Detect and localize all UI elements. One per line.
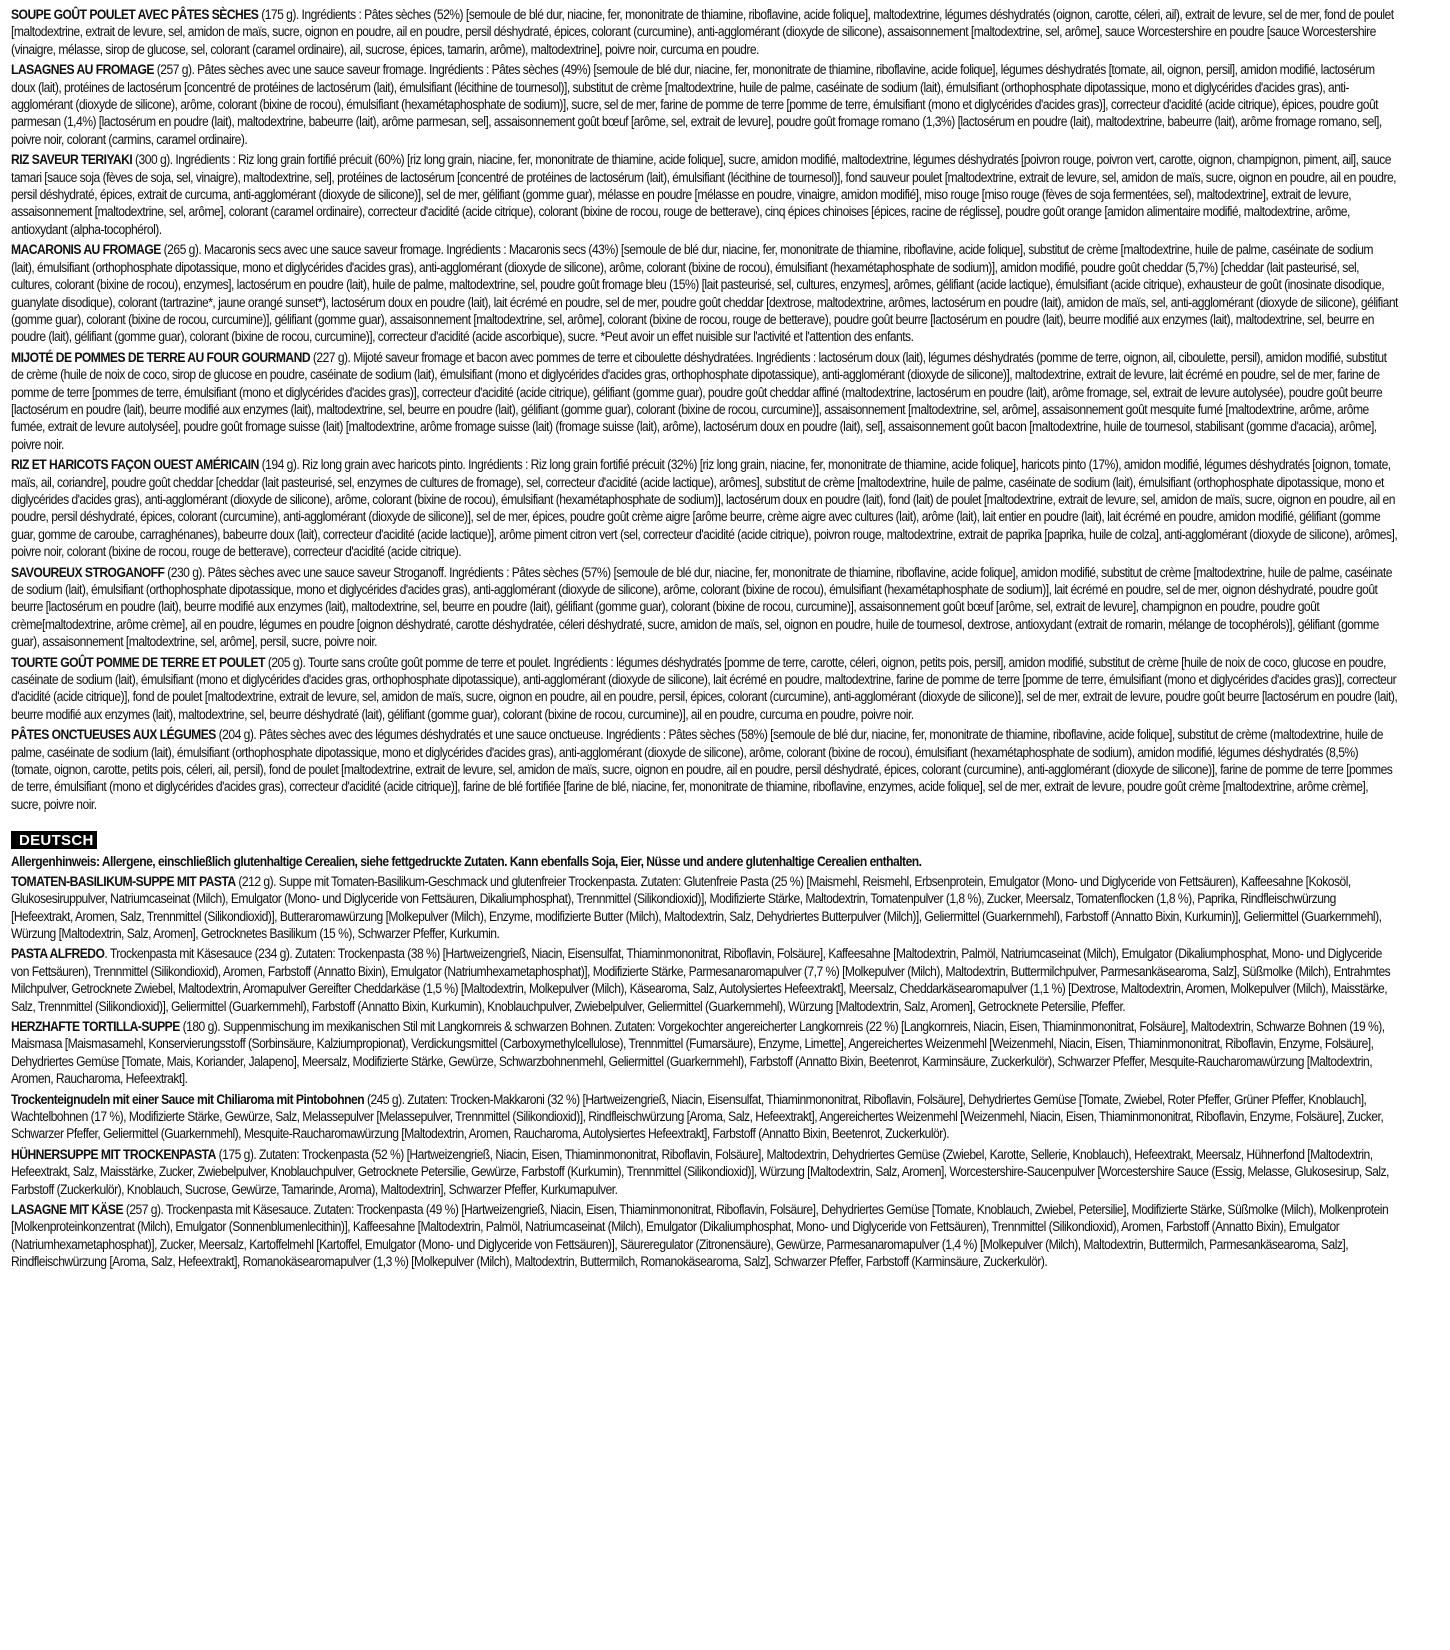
ingredient-entry (11, 1091, 1398, 1143)
product-title: SOUPE GOÛT POULET AVEC PÂTES SÈCHES (11, 6, 259, 22)
product-title: PÂTES ONCTUEUSES AUX LÉGUMES (11, 726, 216, 743)
ingredient-text: (175 g). Zutaten: Trockenpasta (52 %) [Hartweizengrieß, Niacin, Eisen, Thiaminmononitrat, Riboflavin, Folsäure], Maltodextrin, Dehydriertes Gemüse (Zwiebel, Karotte, Sellerie, Knoblauch), Hefeextrakt, Meersalz, Hühnerfond [Maltodextrin, Hefeextrakt, Salz, Maisstärke, Zucker, Zwiebelpulver, Knoblauchpulver, Getrocknete Petersilie, Gewürze, Farbstoff (Kurkumin), Trennmittel (Silikondioxid)], Würzung [Maltodextrin, Salz, Aromen], Worcestershire-Saucenpulver [Worcestershire Sauce (Essig, Melasse, Glukosesirup, Salz, Farbstoff (Zuckerkulör), Knoblauch, Sucrose, Gewürze, Tamarinde, Aroma), Maltodextrin], Schwarzer Pfeffer, Kurkumapulver. (11, 1145, 1389, 1197)
product-title: Trockenteignudeln mit einer Sauce mit Chiliaroma mit Pintobohnen (11, 1090, 365, 1107)
product-title: MIJOTÉ DE POMMES DE TERRE AU FOUR GOURMAND (11, 348, 311, 365)
ingredient-entry (11, 151, 1398, 238)
product-title: RIZ ET HARICOTS FAÇON OUEST AMÉRICAIN (11, 456, 259, 473)
product-title: HÜHNERSUPPE MIT TROCKENPASTA (11, 1145, 216, 1162)
ingredient-text: (180 g). Suppenmischung im mexikanischen Stil mit Langkornreis & schwarzen Bohnen. Zutaten: Vorgekochter angereicherter Langkornreis (22 %) [Langkornreis, Niacin, Eisen, Thiaminmononitrat, Folsäure], Maltodextrin, Schwarze Bohnen (19 %), Maismasa [Maismasamehl, Konservierungsstoff (Sorbinsäure, Kalziumpropionat), Verdickungsmittel (Carboxymethylcellulose), Trennmittel (Fumarsäure), Enzyme, Limette], Angereichertes Weizenmehl [Weizenmehl, Niacin, Eisen, Thiaminmononitrat, Riboflavin, Enzyme, Folsäure], Dehydriertes Gemüse [Tomate, Mais, Koriander, Jalapeno], Meersalz, Modifizierte Stärke, Gewürze, Schwarzbohnenmehl, Geliermittel (Guarkernmehl), Farbstoff (Annatto Bixin, Beetenrot, Karminsäure, Zuckerkulör), Schwarzer Pfeffer, Mesquite-Raucharomawürzung [Maltodextrin, Aromen, Raucharoma, Hefeextrakt]. (11, 1017, 1385, 1087)
product-title: RIZ SAVEUR TERIYAKI (11, 151, 133, 168)
ingredient-entry (11, 945, 1398, 1015)
ingredient-text: (257 g). Pâtes sèches avec une sauce saveur fromage. Ingrédients : Pâtes sèches (49%) [semoule de blé dur, niacine, fer, mononitrate de thiamine, riboflavine, acide folique], légumes déshydratés [tomate, ail, oignon, persil], amidon modifié, lactosérum doux (lait), protéines de lactosérum [concentré de protéines de lactosérum (lait), émulsifiant (lécithine de tournesol)], substitut de crème [maltodextrine, huile de palme, caséinate de sodium (lait), émulsifiant (orthophosphate dipotassique, mono et diglycérides d'acides gras), anti-agglomérant (dioxyde de silicone), arôme, colorant (bixine de rocou), émulsifiant (hexamétaphosphate de sodium)], sucre, sel de mer, farine de pomme de terre [pomme de terre, émulsifiant (mono et diglycérides d'acides gras)], correcteur d'acidité (acide citrique), épices, poudre goût parmesan (1,4%) [lactosérum en poudre (lait), maltodextrine, babeurre (lait), arôme parmesan, sel], assaisonnement goût bœuf [arôme, sel, extrait de levure], poudre goût fromage romano (1,3%) [lactosérum en poudre (lait), maltodextrine, babeurre (lait), arôme fromage romano, sel], poivre noir, colorant (carmins, caramel ordinaire). (11, 61, 1382, 147)
allergen-notice: Allergenhinweis: Allergene, einschließlich glutenhaltige Cerealien, siehe fettgedruckte Zutaten. Kann ebenfalls Soja, Eier, Nüsse und andere glutenhaltige Cerealien enthalten. (11, 853, 922, 870)
ingredient-entry (11, 654, 1398, 724)
product-title: MACARONIS AU FROMAGE (11, 241, 161, 258)
german-section (11, 853, 1398, 1270)
ingredient-entry (11, 1146, 1398, 1198)
ingredient-text: (205 g). Tourte sans croûte goût pomme de terre et poulet. Ingrédients : légumes déshydratés [pomme de terre, carotte, céleri, oignon, petits pois, persil], amidon modifié, substitut de crème [huile de noix de coco, glucose en poudre, caséinate de sodium (lait), émulsifiant (mono et diglycérides d'acides gras, orthophosphate dipotassique), anti-agglomérant (dioxyde de silicone), lait écrémé en poudre, maltodextrine, farine de pomme de terre [pomme de terre, émulsifiant (mono et diglycérides d'acides gras)], correcteur d'acidité (acide citrique)], fond de poulet [maltodextrine, extrait de levure, sel, amidon de maïs, sucre, oignon en poudre, ail en poudre, persil, épices, colorant (curcumine), anti-agglomérant (dioxyde de silicone)], sel de mer, extrait de levure, poudre goût beurre [lactosérum en poudre (lait), beurre modifié aux enzymes (lait), maltodextrine, sel, beurre déshydraté (lait), gélifiant (gomme guar), colorant (bixine de rocou, curcumine)], ail en poudre, curcuma en poudre, poivre noir. (11, 653, 1398, 722)
french-section (11, 6, 1398, 813)
ingredient-entry (11, 1201, 1398, 1271)
ingredient-entry (11, 61, 1398, 148)
ingredient-entry (11, 564, 1398, 651)
ingredient-text: (265 g). Macaronis secs avec une sauce saveur fromage. Ingrédients : Macaronis secs (43%) [semoule de blé dur, niacine, fer, mononitrate de thiamine, riboflavine, acide folique], substitut de crème [maltodextrine, huile de palme, caséinate de sodium (lait), émulsifiant (orthophosphate dipotassique, mono et diglycérides d'acides gras), anti-agglomérant (dioxyde de silicone), arôme, colorant (bixine de rocou), émulsifiant (hexamétaphosphate de sodium)], amidon modifié, poudre goût cheddar (5,7%) [cheddar (lait pasteurisé, sel, cultures, colorant (bixine de rocou), enzymes], lactosérum en poudre (lait), huile de palme, maltodextrine, sel, poudre goût fromage bleu (15%) [lait pasteurisé, sel, cultures, enzymes], arômes, gélifiant (acide lactique), émulsifiant (acide citrique), exhausteur de goût (inosinate disodique, guanylate disodique), colorant (tartrazine*, jaune orangé sunset*), lactosérum doux en poudre (lait), lait écrémé en poudre, sel de mer, poudre goût cheddar [dextrose, maltodextrine, arômes, lactosérum en poudre (lait), amidon de maïs, sel, anti-agglomérant (dioxyde de silicone), gélifiant (gomme guar), colorant (bixine de rocou, curcumine)], gélifiant (gomme guar), assaisonnement [maltodextrine, sel, arôme], colorant (bixine de rocou, rouge de betterave), poudre goût beurre [lactosérum en poudre (lait), beurre modifié aux enzymes (lait), maltodextrine, sel, beurre en poudre (lait), gélifiant (gomme guar), colorant (bixine de rocou, curcumine)], correcteur d'acidité (acide ascorbique), sucre. *Peut avoir un effet nuisible sur l'activité et l'attention des enfants. (11, 241, 1398, 345)
product-title: HERZHAFTE TORTILLA-SUPPE (11, 1017, 180, 1034)
product-title: TOMATEN-BASILIKUM-SUPPE MIT PASTA (11, 872, 236, 889)
ingredient-text: (230 g). Pâtes sèches avec une sauce saveur Stroganoff. Ingrédients : Pâtes sèches (57%) [semoule de blé dur, niacine, fer, mononitrate de thiamine, riboflavine, acide folique], amidon modifié, substitut de crème [maltodextrine, huile de palme, caséinate de sodium (lait), émulsifiant (orthophosphate dipotassique, mono et diglycérides d'acides gras), anti-agglomérant (dioxyde de silicone), arôme, colorant (bixine de rocou), émulsifiant (hexamétaphosphate de sodium)], lait écrémé en poudre, sel de mer, oignon déshydraté, poudre goût beurre [lactosérum en poudre (lait), beurre modifié aux enzymes (lait), maltodextrine, sel, beurre en poudre (lait), gélifiant (gomme guar), colorant (bixine de rocou, curcumine)], assaisonnement goût bœuf [arôme, sel, extrait de levure], champignon en poudre, poudre goût crème[maltodextrine, arôme crème], ail en poudre, légumes en poudre [oignon déshydraté, carotte déshydratée, céleri déshydraté, sucre, amidon de maïs, sel, oignon en poudre, huile de tournesol, dextrose, antioxydant (extrait de romarin, mélange de tocophérols)], gélifiant (gomme guar), assaisonnement [maltodextrine, sel, arôme], persil, sucre, poivre noir. (11, 563, 1392, 650)
language-header-german: DEUTSCH (11, 831, 97, 849)
product-title: TOURTE GOÛT POMME DE TERRE ET POULET (11, 653, 265, 670)
ingredient-entry (11, 349, 1398, 453)
ingredient-entry (11, 241, 1398, 345)
ingredient-entry (11, 726, 1398, 813)
ingredient-entry (11, 6, 1398, 58)
ingredient-text: (204 g). Pâtes sèches avec des légumes déshydratés et une sauce onctueuse. Ingrédients : Pâtes sèches (58%) [semoule de blé dur, niacine, fer, mononitrate de thiamine, riboflavine, acide folique], substitut de crème (maltodextrine, huile de palme, caséinate de sodium (lait), émulsifiant (orthophosphate dipotassique, mono et diglycérides d'acides gras), anti-agglomérant (dioxyde de silicone), arôme, colorant (bixine de rocou), émulsifiant (hexamétaphosphate de sodium), amidon modifié, légumes déshydratés (8,5%) (tomate, oignon, carotte, petits pois, céleri, ail, persil), fond de poulet [maltodextrine, extrait de levure, sel, amidon de maïs, sucre, oignon en poudre, ail en poudre, persil déshydraté, épices, colorant (curcumine), anti-agglomérant (dioxyde de silicone)], farine de pomme de terre [pommes de terre, émulsifiant (mono et diglycérides d'acides gras), correcteur d'acidité (acide citrique)], farine de blé fortifiée [farine de blé, niacine, fer, mononitrate de thiamine, riboflavine, enzymes, acide folique], sel de mer, extrait de levure, poudre goût crème [maltodextrine, arôme crème], sucre, poivre noir. (11, 726, 1393, 812)
ingredient-entry (11, 873, 1398, 943)
ingredient-text: (212 g). Suppe mit Tomaten-Basilikum-Geschmack und glutenfreier Trockenpasta. Zutaten: Glutenfreie Pasta (25 %) [Maismehl, Reismehl, Erbsenprotein, Emulgator (Mono- und Diglyceride von Fettsäuren), Kaffeesahne [Kokosöl, Glukosesiruppulver, Natriumcaseinat (Milch), Emulgator (Mono- und Diglyceride von Fettsäuren, Dikaliumphosphat), Trennmittel (Silikondioxid)], Modifizierte Stärke, Maltodextrin, Tomatenpulver (1,8 %), Zucker, Meersalz, Tomatenflocken (1,8 %), Paprika, Rindfleischwürzung [Hefeextrakt, Aromen, Salz, Trennmittel (Silikondioxid)], Butteraromawürzung [Molkepulver (Milch), Enzyme, modifizierte Butter (Milch), Maltodextrin, Salz, Dehydriertes Butterpulver (Milch)], Geliermittel (Guarkernmehl), Farbstoff (Annatto Bixin, Kurkumin)], Geliermittel (Guarkernmehl), Würzung [Maltodextrin, Salz, Aromen], Getrocknetes Basilikum (15 %), Schwarzer Pfeffer, Kurkumin. (11, 872, 1382, 941)
ingredient-text: (245 g). Zutaten: Trocken-Makkaroni (32 %) [Hartweizengrieß, Niacin, Eisensulfat, Thiaminmononitrat, Riboflavin, Folsäure], Dehydriertes Gemüse [Tomate, Zwiebel, Roter Pfeffer, Grüner Pfeffer, Knoblauch], Wachtelbohnen (17 %), Modifizierte Stärke, Gewürze, Salz, Melassepulver [Melassepulver, Trennmittel (Silikondioxid)], Rindfleischwürzung [Aroma, Salz, Hefeextrakt], Angereichertes Weizenmehl [Weizenmehl, Niacin, Eisen, Thiaminmononitrat, Riboflavin, Enzyme, Folsäure], Zucker, Schwarzer Pfeffer, Geliermittel (Guarkernmehl), Mesquite-Raucharomawürzung [Maltodextrin, Aromen, Raucharoma, Autolysiertes Hefeextrakt], Farbstoff (Annatto Bixin, Beetenrot, Zuckerkulör). (11, 1090, 1384, 1142)
product-title: PASTA ALFREDO (11, 945, 105, 962)
ingredient-text: (300 g). Ingrédients : Riz long grain fortifié précuit (60%) [riz long grain, niacine, fer, mononitrate de thiamine, acide folique], sucre, amidon modifié, maltodextrine, légumes déshydratés [poivron rouge, poivron vert, carotte, oignon, champignon, piment, ail], sauce tamari [sauce soja (fèves de soja, sel, vinaigre), maltodextrine, sel], protéines de lactosérum [concentré de protéines de lactosérum (lait), émulsifiant (lécithine de tournesol)], fond sauveur poulet [maltodextrine, extrait de levure, sel, amidon de maïs, sucre, oignon en poudre, ail en poudre, persil déshydraté, épices, extrait de curcuma, anti-agglomérant (dioxyde de silicone)], sel de mer, gélifiant (gomme guar), mélasse en poudre [mélasse en poudre, vinaigre, amidon modifié], miso rouge [miso rouge (fèves de soja fermentées, sel), maltodextrine], extrait de levure, assaisonnement [maltodextrine, sel, arôme], colorant (caramel ordinaire), correcteur d'acidité (acide citrique), colorant (bixine de rocou, rouge de betterave), cinq épices chinoises [épices, racine de réglisse], poudre goût orange [amidon alimentaire modifié, maltodextrine, arôme, antioxydant (alpha-tocophérol). (11, 151, 1397, 237)
product-title: LASAGNE MIT KÄSE (11, 1201, 124, 1217)
ingredient-text: . Trockenpasta mit Käsesauce (234 g). Zutaten: Trockenpasta (38 %) [Hartweizengrieß, Niacin, Eisensulfat, Thiaminmononitrat, Riboflavin, Folsäure], Kaffeesahne [Maltodextrin, Palmöl, Natriumcaseinat (Milch), Emulgator (Dikaliumphosphat, Mono- und Diglyceride von Fettsäuren), Trennmittel (Silikondioxid), Aromen, Farbstoff (Annatto Bixin), Emulgator (Natriumhexametaphosphat)], Modifizierte Stärke, Parmesanaromapulver (7,7 %) [Molkepulver (Milch), Maltodextrin, Buttermilchpulver, Parmesankäsearoma, Salz], Süßmolke (Milch), Entrahmtes Milchpulver, Getrocknete Zwiebel, Maltodextrin, Aromapulver Gereifter Cheddarkäse (1,5 %) [Maltodextrin, Molkepulver (Milch), Käsearoma, Salz, Autolysiertes Hefeextrakt], Meersalz, Cheddarkäsearomapulver (1,1 %) [Dextrose, Maltodextrin, Aromen, Molkepulver (Milch), Maisstärke, Salz, Trennmittel (Silikondioxid)], Geliermittel (Guarkernmehl), Farbstoff (Annatto Bixin, Kurkumin), Knoblauchpulver, Zwiebelpulver, Geliermittel (Guarkernmehl), Würzung [Maltodextrin, Salz, Aromen], Getrocknete Petersilie, Pfeffer. (11, 945, 1391, 1014)
ingredient-entry (11, 456, 1398, 560)
ingredient-entry (11, 1018, 1398, 1088)
ingredient-text: (257 g). Trockenpasta mit Käsesauce. Zutaten: Trockenpasta (49 %) [Hartweizengrieß, Niacin, Eisen, Thiaminmononitrat, Riboflavin, Folsäure], Dehydriertes Gemüse [Tomate, Knoblauch, Zwiebel, Petersilie], Modifizierte Stärke, Süßmolke (Milch), Molkenprotein [Molkenproteinkonzentrat (Milch), Emulgator (Sonnenblumenlecithin)], Kaffeesahne [Maltodextrin, Palmöl, Natriumcaseinat (Milch), Emulgator (Dikaliumphosphat, Mono- und Diglyceride von Fettsäuren), Trennmittel (Silikondioxid), Aromen, Farbstoff (Annatto Bixin), Emulgator (Natriumhexametaphosphat)], Zucker, Meersalz, Kartoffelmehl [Kartoffel, Emulgator (Mono- und Diglyceride von Fettsäuren)], Säureregulator (Zitronensäure), Gewürze, Parmesanaromapulver (1,4 %) [Molkepulver (Milch), Maltodextrin, Buttermilch, Parmesankäsearoma, Salz], Rindfleischwürzung [Aroma, Salz, Hefeextrakt], Romanokäsearomapulver (1,3 %) [Molkepulver (Milch), Maltodextrin, Buttermilch, Romanokäsearoma, Salz], Schwarzer Pfeffer, Farbstoff (Karminsäure, Zuckerkulör). (11, 1201, 1389, 1270)
ingredient-text: (227 g). Mijoté saveur fromage et bacon avec pommes de terre et ciboulette déshydratées. Ingrédients : lactosérum doux (lait), légumes déshydratés (pomme de terre, oignon, ail, ciboulette, persil), amidon modifié, substitut de crème (huile de noix de coco, sirop de glucose en poudre, caséinate de sodium (lait), émulsifiant (mono et diglycérides d'acides gras, orthophosphate dipotassique), anti-agglomérant (dioxyde de silicone)], maltodextrine, extrait de levure, lait écrémé en poudre, sel de mer, farine de pomme de terre [pommes de terre, émulsifiant (mono et diglycérides d'acides gras)], correcteur d'acidité (acide citrique), gélifiant (gomme guar), poudre goût cheddar affiné (maltodextrine, lactosérum en poudre (lait), arôme fromage, sel, extrait de levure autolysée), poudre goût beurre [lactosérum en poudre (lait), beurre modifié aux enzymes (lait), maltodextrine, sel, beurre en poudre (lait), gélifiant (gomme guar), colorant (bixine de rocou, curcumine)], assaisonnement [maltodextrine, sel, arôme], assaisonnement goût mesquite fumé [maltodextrine, arôme, arôme fumée, extrait de levure autolysée], poudre goût fromage suisse (lait) [maltodextrine, arôme fromage suisse (lait) (fromage suisse (lait), arôme), lactosérum doux en poudre (lait), sel], assaisonnement goût bacon [maltodextrine, huile de tournesol, stabilisant (gomme d'acacia), arôme], poivre noir. (11, 348, 1387, 452)
product-title: LASAGNES AU FROMAGE (11, 61, 154, 78)
ingredient-text: (175 g). Ingrédients : Pâtes sèches (52%) [semoule de blé dur, niacine, fer, mononitrate de thiamine, riboflavine, acide folique], maltodextrine, légumes déshydratés (oignon, carotte, céleri, ail), extrait de levure, sel de mer, fond de poulet [maltodextrine, extrait de levure, sel, amidon de maïs, sucre, oignon en poudre, ail en poudre, persil déshydraté, épices, colorant (curcumine), anti-agglomérant (dioxyde de silicone), assaisonnement [maltodextrine, sel, arôme], sauce Worcestershire en poudre [sauce Worcestershire (vinaigre, mélasse, sirop de glucose, sel, colorant (caramel ordinaire), ail, sucrose, épices, tamarin, arôme), maltodextrine], poivre noir, curcuma en poudre. (11, 6, 1394, 57)
product-title: SAVOUREUX STROGANOFF (11, 563, 165, 580)
ingredient-text: (194 g). Riz long grain avec haricots pinto. Ingrédients : Riz long grain fortifié précuit (32%) [riz long grain, niacine, fer, mononitrate de thiamine, acide folique], haricots pinto (17%), amidon modifié, légumes déshydratés [oignon, tomate, maïs, ail, coriandre], poudre goût cheddar [cheddar (lait pasteurisé, sel, enzymes de cultures de fromage), sel, correcteur d'acidité (acide lactique), arômes], substitut de crème [maltodextrine, huile de palme, caséinate de sodium (lait), émulsifiant (orthophosphate dipotassique, mono et diglycérides d'acides gras), anti-agglomérant (dioxyde de silicone), arôme, colorant (bixine de rocou), émulsifiant (hexamétaphosphate de sodium)], lactosérum doux en poudre (lait), fond (lait) de poulet [maltodextrine, extrait de levure, sel, amidon de maïs, sucre, oignon en poudre, ail en poudre, persil déshydraté, épices, colorant (curcumine), anti-agglomérant (dioxyde de silicone)], sel de mer, épices, poudre goût crème aigre [arôme beurre, crème aigre avec cultures (lait), arôme (lait), lait entier en poudre (lait), lait écrémé en poudre, amidon modifié, gélifiant (gomme guar, gomme de caroube, carraghénanes), babeurre doux (lait), correcteur d'acidité (acide lactique)], arôme piment citron vert (sel, correcteur d'acidité (acide citrique), poivron rouge, maltodextrine, extrait de paprika [paprika, huile de colza], anti-agglomérant (dioxyde de silicone), arômes], poivre noir, colorant (bixine de rocou, rouge de betterave), correcteur d'acidité (acide citrique). (11, 456, 1398, 560)
